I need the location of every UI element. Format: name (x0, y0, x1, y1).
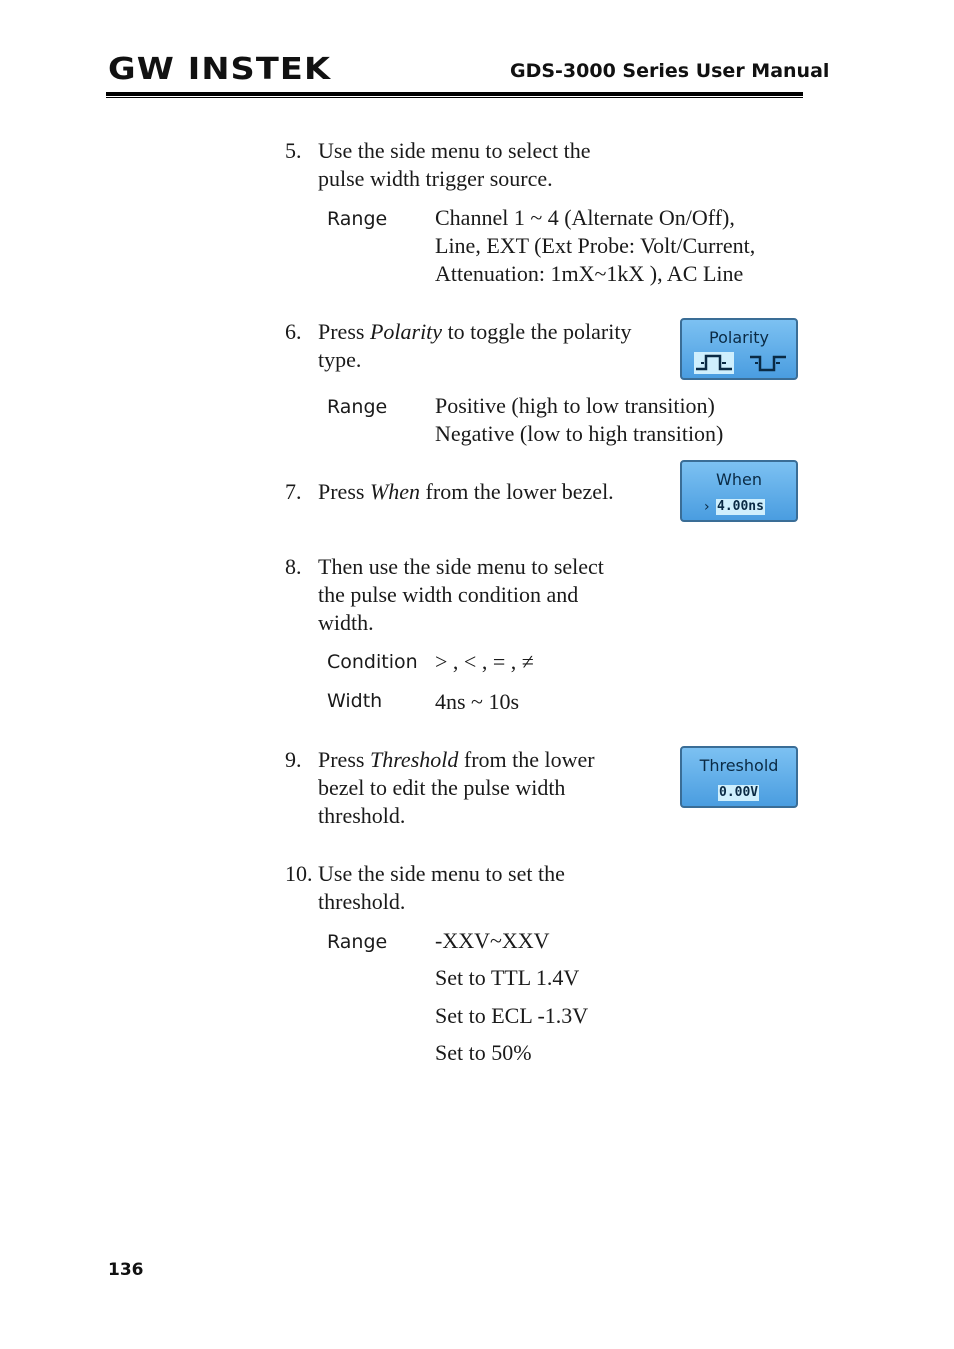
step-text: type. (318, 347, 362, 372)
manual-title: GDS-3000 Series User Manual (510, 60, 830, 82)
step-text: the pulse width condition and (318, 582, 579, 607)
param-value: Line, EXT (Ext Probe: Volt/Current, (435, 233, 756, 258)
param-value: Set to TTL 1.4V (435, 965, 580, 990)
step-number: 5. (285, 138, 302, 163)
brand-logo: GW INSTEK (108, 52, 332, 87)
step-number: 10. (285, 861, 313, 886)
param-label: Range (327, 931, 388, 953)
step-text: width. (318, 610, 374, 635)
param-value: Set to ECL -1.3V (435, 1003, 589, 1028)
param-value: Channel 1 ~ 4 (Alternate On/Off), (435, 205, 735, 230)
softkey-title: When (716, 470, 762, 489)
param-value: Set to 50% (435, 1040, 532, 1065)
param-label: Width (327, 690, 383, 712)
positive-pulse-icon (694, 352, 734, 374)
step-text: Press Threshold from the lower (318, 747, 595, 772)
when-softkey[interactable] (680, 460, 798, 522)
param-value: 4ns ~ 10s (435, 689, 520, 714)
step-number: 7. (285, 479, 302, 504)
step-number: 8. (285, 554, 302, 579)
param-label: Range (327, 396, 388, 418)
header-rule-thin (106, 97, 803, 98)
param-label: Condition (327, 651, 418, 673)
softkey-value: 4.00ns (717, 499, 764, 514)
step-text: threshold. (318, 889, 406, 914)
step-text: pulse width trigger source. (318, 166, 553, 191)
softkey-title: Threshold (699, 756, 779, 775)
param-value: Attenuation: 1mX~1kX ), AC Line (435, 261, 744, 286)
menu-term-when: When (369, 479, 421, 504)
param-value: > , < , = , ≠ (435, 649, 534, 674)
softkey-value: 0.00V (719, 785, 759, 800)
threshold-softkey[interactable] (680, 746, 798, 808)
step-text: threshold. (318, 803, 406, 828)
param-value: Negative (low to high transition) (435, 421, 724, 446)
page-number: 136 (108, 1260, 144, 1280)
param-value: Positive (high to low transition) (435, 393, 715, 418)
step-text: Use the side menu to set the (318, 861, 565, 886)
step-text: Use the side menu to select the (318, 138, 591, 163)
negative-pulse-icon (748, 352, 788, 374)
chevron-right-icon: › (704, 499, 710, 515)
polarity-softkey[interactable] (680, 318, 798, 380)
step-number: 6. (285, 319, 302, 344)
step-text: bezel to edit the pulse width (318, 775, 566, 800)
step-text: Then use the side menu to select (318, 554, 604, 579)
step-number: 9. (285, 747, 302, 772)
softkey-title: Polarity (709, 328, 769, 347)
header-rule (106, 92, 803, 96)
step-text: Press When from the lower bezel. (318, 479, 614, 504)
menu-term-threshold: Threshold (369, 747, 459, 772)
param-label: Range (327, 208, 388, 230)
param-value: -XXV~XXV (435, 928, 550, 953)
step-text: Press Polarity to toggle the polarity (318, 319, 632, 344)
menu-term-polarity: Polarity (369, 319, 443, 344)
